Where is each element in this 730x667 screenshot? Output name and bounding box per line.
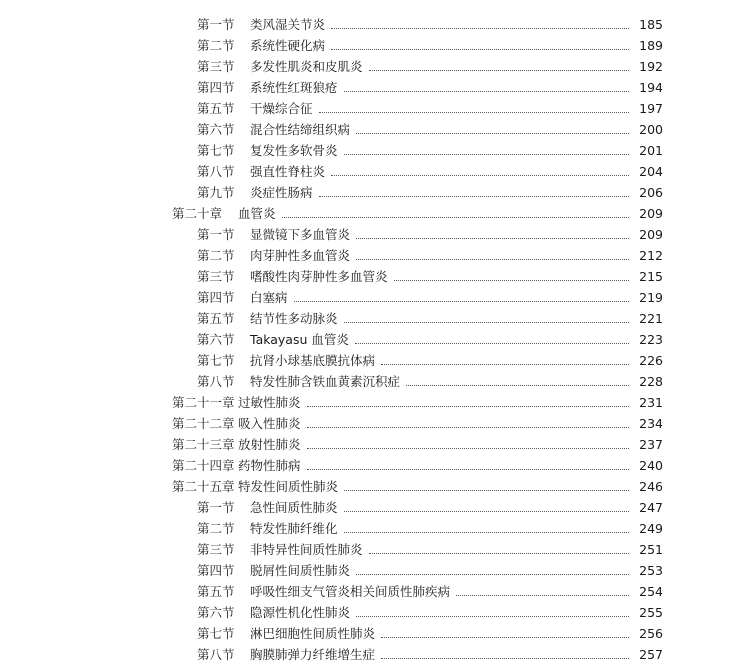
toc-entry-title: 吸入性肺炎 [238,416,301,431]
toc-section-row [0,182,730,203]
toc-entry-page-number: 201 [639,143,663,158]
toc-section-row [0,623,730,644]
toc-entry-page-number: 228 [639,374,663,389]
toc-entry-title: 非特异性间质性肺炎 [250,542,363,557]
toc-entry-page-number: 185 [639,17,663,32]
dot-leader [319,111,629,113]
toc-entry-title: 系统性硬化病 [250,38,326,53]
dot-leader [381,363,629,365]
toc-section-row [0,371,730,392]
toc-entry-number: 第六节 [197,122,235,137]
dot-leader [394,279,629,281]
dot-leader [344,510,629,512]
toc-entry-number: 第二十三章 [172,437,235,452]
toc-entry-number: 第七节 [197,353,235,368]
toc-section-row [0,350,730,371]
toc-entry-title: 显微镜下多血管炎 [250,227,351,242]
toc-entry-page-number: 204 [639,164,663,179]
toc-section-row [0,308,730,329]
toc-entry-title: 强直性脊柱炎 [250,164,326,179]
dot-leader [344,531,629,533]
toc-entry-number: 第四节 [197,80,235,95]
toc-entry-number: 第一节 [197,227,235,242]
toc-entry-page-number: 249 [639,521,663,536]
toc-chapter-row [0,476,730,497]
toc-entry-number: 第三节 [197,542,235,557]
toc-entry-number: 第二十章 [172,206,223,221]
toc-entry-page-number: 246 [639,479,663,494]
toc-entry-title: 呼吸性细支气管炎相关间质性肺疾病 [250,584,451,599]
toc-section-row [0,581,730,602]
toc-entry-title: 特发性肺含铁血黄素沉积症 [250,374,401,389]
toc-entry-page-number: 226 [639,353,663,368]
toc-entry-title: 系统性红斑狼疮 [250,80,338,95]
toc-entry-title: 肉芽肿性多血管炎 [250,248,351,263]
toc-entry-page-number: 234 [639,416,663,431]
toc-entry-number: 第三节 [197,59,235,74]
dot-leader [369,552,629,554]
dot-leader [356,237,629,239]
toc-section-row [0,35,730,56]
toc-entry-number: 第六节 [197,605,235,620]
toc-entry-page-number: 221 [639,311,663,326]
dot-leader [344,489,629,491]
toc-section-row [0,560,730,581]
dot-leader [356,615,629,617]
toc-entry-number: 第三节 [197,269,235,284]
toc-section-row [0,329,730,350]
toc-section-row [0,266,730,287]
toc-entry-title: 结节性多动脉炎 [250,311,338,326]
toc-entry-number: 第六节 [197,332,235,347]
dot-leader [331,27,629,29]
dot-leader [344,153,629,155]
toc-entry-number: 第八节 [197,374,235,389]
toc-section-row [0,602,730,623]
toc-entry-page-number: 209 [639,206,663,221]
toc-entry-title: 血管炎 [238,206,276,221]
dot-leader [294,300,629,302]
toc-entry-title: 炎症性肠病 [250,185,313,200]
toc-chapter-row [0,203,730,224]
toc-entry-title: 嗜酸性肉芽肿性多血管炎 [250,269,388,284]
dot-leader [355,342,629,344]
toc-entry-title: 抗肾小球基底膜抗体病 [250,353,376,368]
toc-section-row [0,77,730,98]
toc-entry-title: 干燥综合征 [250,101,313,116]
toc-entry-number: 第一节 [197,17,235,32]
toc-section-row [0,14,730,35]
toc-section-row [0,119,730,140]
toc-entry-page-number: 219 [639,290,663,305]
toc-entry-page-number: 257 [639,647,663,662]
toc-entry-number: 第二十一章 [172,395,235,410]
toc-entry-number: 第二十四章 [172,458,235,473]
dot-leader [344,321,629,323]
toc-entry-number: 第七节 [197,626,235,641]
toc-chapter-row [0,434,730,455]
toc-entry-page-number: 194 [639,80,663,95]
toc-entry-page-number: 189 [639,38,663,53]
toc-entry-page-number: 254 [639,584,663,599]
toc-entry-page-number: 212 [639,248,663,263]
toc-entry-number: 第九节 [197,185,235,200]
dot-leader [307,447,629,449]
toc-section-row [0,287,730,308]
toc-chapter-row [0,392,730,413]
toc-entry-page-number: 200 [639,122,663,137]
toc-entry-page-number: 237 [639,437,663,452]
toc-section-row [0,245,730,266]
toc-entry-page-number: 256 [639,626,663,641]
toc-chapter-row [0,413,730,434]
toc-section-row [0,98,730,119]
toc-entry-title: 复发性多软骨炎 [250,143,338,158]
dot-leader [331,48,629,50]
toc-section-row [0,161,730,182]
toc-entry-number: 第七节 [197,143,235,158]
toc-entry-number: 第二节 [197,38,235,53]
toc-entry-number: 第四节 [197,563,235,578]
toc-entry-title: 胸膜肺弹力纤维增生症 [250,647,376,662]
toc-section-row [0,539,730,560]
dot-leader [356,132,629,134]
toc-entry-title: 淋巴细胞性间质性肺炎 [250,626,376,641]
toc-entry-number: 第八节 [197,164,235,179]
dot-leader [381,636,629,638]
toc-entry-page-number: 240 [639,458,663,473]
toc-entry-number: 第五节 [197,311,235,326]
toc-entry-title: 隐源性机化性肺炎 [250,605,351,620]
dot-leader [307,468,629,470]
toc-entry-number: 第八节 [197,647,235,662]
toc-section-row [0,518,730,539]
toc-entry-title: 急性间质性肺炎 [250,500,338,515]
toc-entry-page-number: 209 [639,227,663,242]
toc-entry-number: 第二十二章 [172,416,235,431]
toc-entry-title: 特发性肺纤维化 [250,521,338,536]
toc-entry-number: 第五节 [197,584,235,599]
toc-entry-page-number: 231 [639,395,663,410]
dot-leader [319,195,629,197]
toc-section-row [0,56,730,77]
dot-leader [356,573,629,575]
toc-section-row [0,497,730,518]
dot-leader [356,258,629,260]
dot-leader [456,594,629,596]
dot-leader [331,174,629,176]
dot-leader [307,426,629,428]
toc-entry-title: 放射性肺炎 [238,437,301,452]
toc-entry-page-number: 223 [639,332,663,347]
toc-entry-number: 第二十五章 [172,479,235,494]
dot-leader [282,216,629,218]
dot-leader [369,69,629,71]
toc-entry-number: 第四节 [197,290,235,305]
dot-leader [381,657,629,659]
toc-entry-page-number: 251 [639,542,663,557]
dot-leader [406,384,629,386]
toc-entry-page-number: 206 [639,185,663,200]
toc-entry-title: 药物性肺病 [238,458,301,473]
toc-entry-number: 第二节 [197,248,235,263]
toc-entry-title: 特发性间质性肺炎 [238,479,339,494]
table-of-contents [0,14,730,665]
toc-chapter-row [0,455,730,476]
toc-section-row [0,140,730,161]
toc-entry-title: 混合性结缔组织病 [250,122,351,137]
toc-entry-title: Takayasu 血管炎 [250,332,349,347]
toc-entry-title: 多发性肌炎和皮肌炎 [250,59,363,74]
toc-entry-number: 第二节 [197,521,235,536]
toc-entry-title: 脱屑性间质性肺炎 [250,563,351,578]
dot-leader [344,90,629,92]
toc-entry-page-number: 197 [639,101,663,116]
toc-section-row [0,224,730,245]
toc-entry-page-number: 247 [639,500,663,515]
toc-entry-title: 白塞病 [250,290,288,305]
toc-entry-number: 第五节 [197,101,235,116]
toc-entry-title: 过敏性肺炎 [238,395,301,410]
dot-leader [307,405,629,407]
toc-entry-page-number: 255 [639,605,663,620]
toc-entry-number: 第一节 [197,500,235,515]
toc-entry-title: 类风湿关节炎 [250,17,326,32]
toc-entry-page-number: 215 [639,269,663,284]
toc-entry-page-number: 253 [639,563,663,578]
toc-entry-page-number: 192 [639,59,663,74]
toc-section-row [0,644,730,665]
